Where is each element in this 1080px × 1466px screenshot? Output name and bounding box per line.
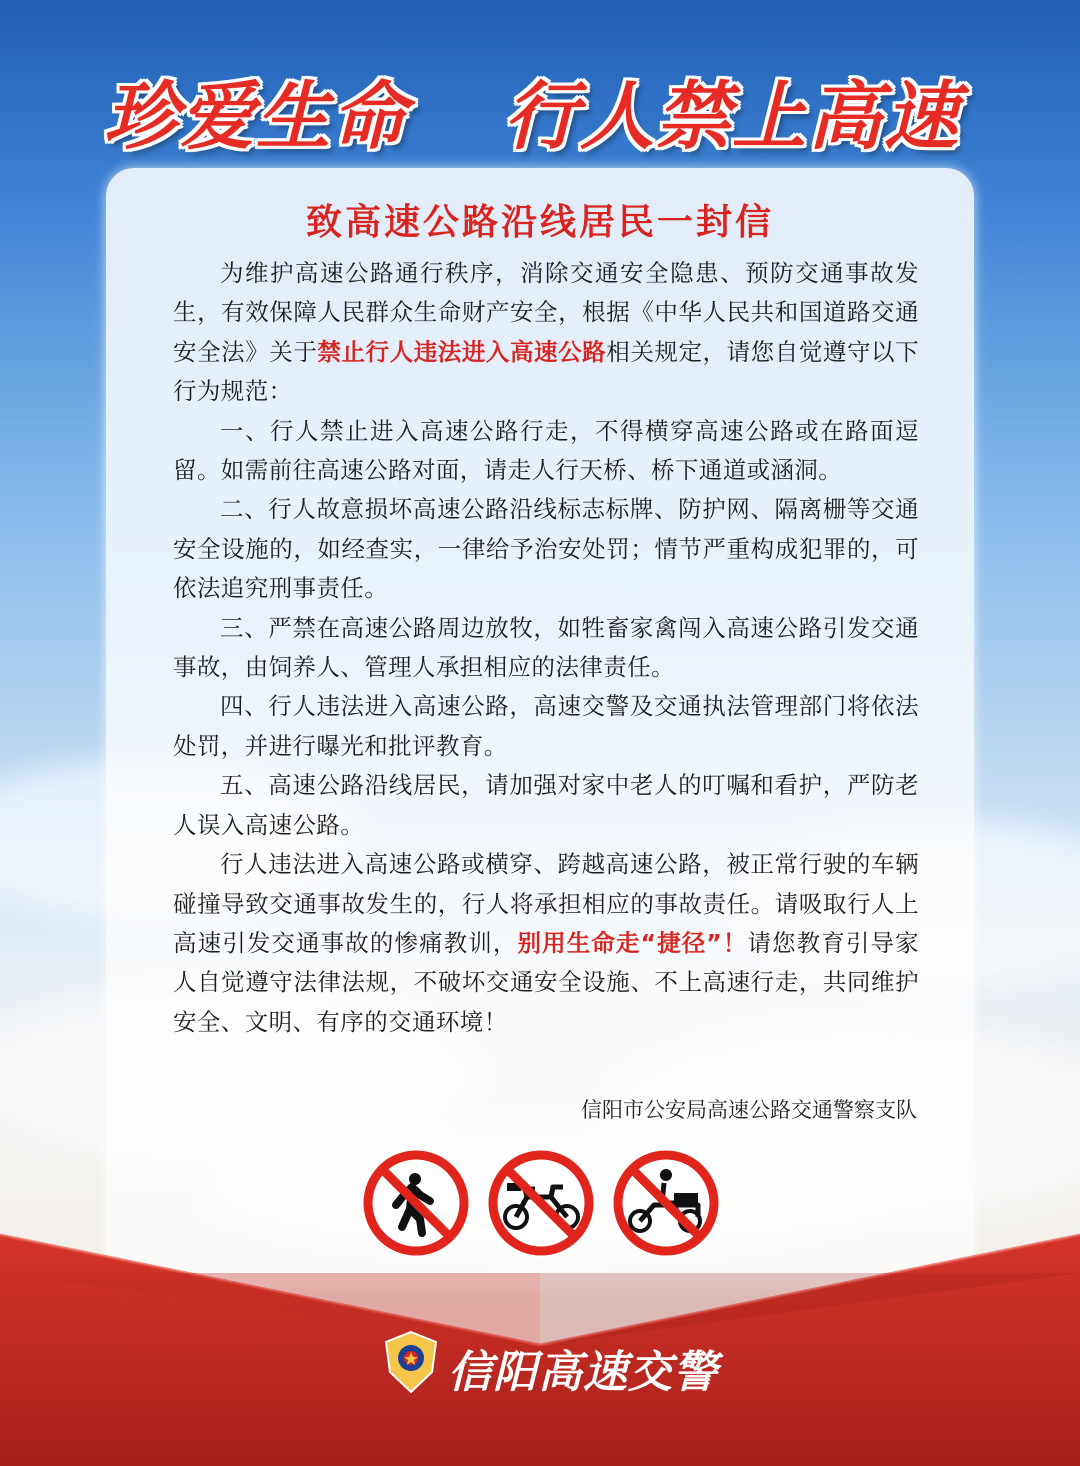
headline — [0, 58, 1080, 160]
no-tricycle-icon — [608, 1145, 724, 1261]
headline-right: 行人禁上高速 — [504, 74, 960, 160]
headline-left: 珍爱生命 — [104, 74, 408, 160]
rule-item-3: 三、严禁在高速公路周边放牧，如牲畜家禽闯入高速公路引发交通事故，由饲养人、管理人承担相应的法律责任。 — [173, 613, 919, 682]
brand — [0, 1330, 1080, 1400]
letter-title: 致高速公路沿线居民一封信 — [305, 202, 774, 243]
intro-highlight: 禁止行人违法进入高速公路 — [317, 337, 607, 366]
police-badge-icon — [382, 1330, 440, 1394]
prohibition-signs — [358, 1145, 724, 1263]
closing-paragraph: 行人违法进入高速公路或横穿、跨越高速公路，被正常行驶的车辆碰撞导致交通事故发生的，行人将承担相应的事故责任。请吸取行人上高速引发交通事故的惨痛教训，别用生命走“捷径”！请您教育引导家人自觉遵守法律法规，不破坏交通安全设施、不上高速行走，共同维护安全、文明、有序的交通环境！ — [173, 850, 919, 1036]
no-pedestrian-icon — [358, 1145, 474, 1261]
signature: 信阳市公安局高速公路交通警察支队 — [581, 1098, 917, 1122]
no-electric-bike-icon — [483, 1145, 599, 1261]
rule-item-1: 一、行人禁止进入高速公路行走，不得横穿高速公路或在路面逗留。如需前往高速公路对面，请走人行天桥、桥下通道或涵洞。 — [173, 416, 919, 485]
rule-item-4: 四、行人违法进入高速公路，高速交警及交通执法管理部门将依法处罚，并进行曝光和批评教育。 — [173, 692, 919, 760]
closing-highlight: 别用生命走“捷径”！ — [517, 928, 748, 957]
letter-body — [173, 254, 919, 1042]
intro-paragraph: 为维护高速公路通行秩序，消除交通安全隐患、预防交通事故发生，有效保障人民群众生命财产安全，根据《中华人民共和国道路交通安全法》关于禁止行人违法进入高速公路相关规定，请您自觉遵守以下行为规范： — [173, 259, 919, 406]
rule-item-2: 二、行人故意损坏高速公路沿线标志标牌、防护网、隔离栅等交通安全设施的，如经查实，一律给予治安处罚；情节严重构成犯罪的，可依法追究刑事责任。 — [173, 495, 919, 603]
rule-item-5: 五、高速公路沿线居民，请加强对家中老人的叮嘱和看护，严防老人误入高速公路。 — [173, 771, 919, 839]
brand-name: 信阳高速交警 — [448, 1347, 718, 1398]
